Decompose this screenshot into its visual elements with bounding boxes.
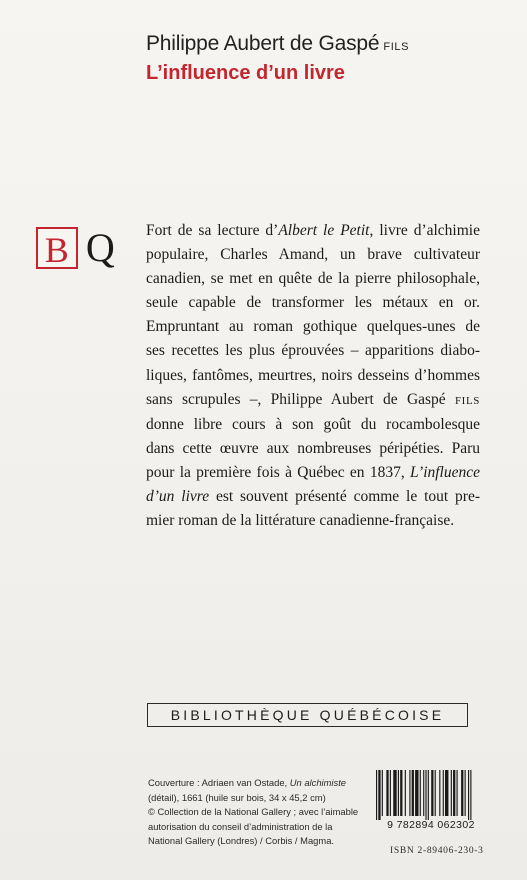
collection-name-box: BIBLIOTHÈQUE QUÉBÉCOISE xyxy=(147,703,468,727)
blurb-line: canadien, se met en quête de la pierre philosophale, xyxy=(146,270,480,288)
barcode-bar xyxy=(445,770,448,816)
blurb-line: mier roman de la littérature canadienne-française. xyxy=(146,512,455,530)
barcode-bar xyxy=(420,770,421,816)
blurb-text: est souvent présenté comme le tout pre- xyxy=(209,488,480,506)
blurb-line: ses recettes les plus éprouvées – apparitions diabo- xyxy=(146,342,480,360)
barcode-bar xyxy=(453,770,455,816)
barcode-bar xyxy=(468,770,469,820)
bq-logo xyxy=(36,226,122,270)
barcode xyxy=(368,770,488,830)
credits-artwork-title: Un alchimiste xyxy=(289,777,347,788)
barcode-bar xyxy=(465,770,466,816)
blurb-italic-title: Albert le Petit xyxy=(278,222,370,239)
credits-line: (détail), 1661 (huile sur bois, 34 x 45,2 cm) xyxy=(148,791,326,803)
blurb-line: donne libre cours à son goût du rocambolesque xyxy=(146,415,480,433)
barcode-bar xyxy=(425,770,426,820)
author-suffix: FILS xyxy=(383,41,410,53)
blurb-line: liques, fantômes, meurtres, noirs desseins d’hommes xyxy=(146,366,480,384)
blurb-line xyxy=(146,388,480,413)
barcode-bar xyxy=(412,770,414,816)
blurb-line: Empruntant au roman gothique quelques-unes de xyxy=(146,318,480,336)
cover-credits xyxy=(148,776,358,849)
blurb-line xyxy=(146,485,480,509)
book-blurb xyxy=(146,219,480,533)
blurb-text: pour la première fois à Québec en 1837, xyxy=(146,463,410,481)
barcode-bar xyxy=(415,770,418,816)
isbn-number: ISBN 2-89406-230-3 xyxy=(390,846,484,856)
barcode-bar xyxy=(461,770,463,816)
barcode-bar xyxy=(405,770,406,816)
blurb-text: Fort de sa lecture d’ xyxy=(146,222,279,239)
barcode-bar xyxy=(382,770,383,816)
bq-logo-q: Q xyxy=(85,225,115,270)
blurb-author-suffix: FILS xyxy=(454,394,480,407)
blurb-line: dans cette œuvre aux nombreuses péripéties. Paru xyxy=(146,439,480,457)
credits-line: autorisation du conseil d’administration de la xyxy=(148,820,333,832)
barcode-bar xyxy=(428,770,429,820)
book-title: L’influence d’un livre xyxy=(146,62,345,84)
barcode-bar xyxy=(400,770,402,816)
blurb-italic-title: d’un livre xyxy=(146,488,210,506)
barcode-bar xyxy=(376,770,377,820)
barcode-digits: 9 782894 062302 xyxy=(387,819,475,830)
barcode-bar xyxy=(390,770,391,816)
barcode-bar xyxy=(393,770,396,816)
barcode-bars xyxy=(376,770,471,820)
blurb-line xyxy=(146,219,480,243)
blurb-line: populaire, Charles Amand, un brave cultivateur xyxy=(146,246,480,264)
barcode-bar xyxy=(470,770,471,820)
blurb-text: sans scrupules –, Philippe Aubert de Gaspé xyxy=(146,390,446,408)
barcode-bar xyxy=(378,770,380,820)
author-name-text: Philippe Aubert de Gaspé xyxy=(146,32,380,55)
barcode-bar xyxy=(398,770,399,816)
barcode-bar xyxy=(431,770,433,816)
author-name xyxy=(146,32,409,56)
blurb-italic-title: L’influence xyxy=(409,463,480,481)
credits-line xyxy=(148,776,358,791)
credits-line: © Collection de la National Gallery ; avec l’aimable xyxy=(148,806,359,818)
barcode-bar xyxy=(451,770,452,816)
barcode-bar xyxy=(386,770,388,816)
barcode-bar xyxy=(435,770,436,816)
bq-logo-b: B xyxy=(36,227,78,269)
blurb-line: seule capable de transformer les métaux en or. xyxy=(146,294,480,312)
barcode-bar xyxy=(423,770,424,816)
barcode-bar xyxy=(409,770,410,816)
barcode-bar xyxy=(439,770,440,816)
barcode-bar xyxy=(443,770,444,816)
credits-line: National Gallery (Londres) / Corbis / Magma. xyxy=(148,835,335,847)
blurb-line xyxy=(146,461,480,485)
blurb-text: , livre d’alchimie xyxy=(369,222,480,239)
barcode-bar xyxy=(457,770,458,816)
credits-text: Couverture : Adriaen van Ostade, xyxy=(148,777,290,788)
